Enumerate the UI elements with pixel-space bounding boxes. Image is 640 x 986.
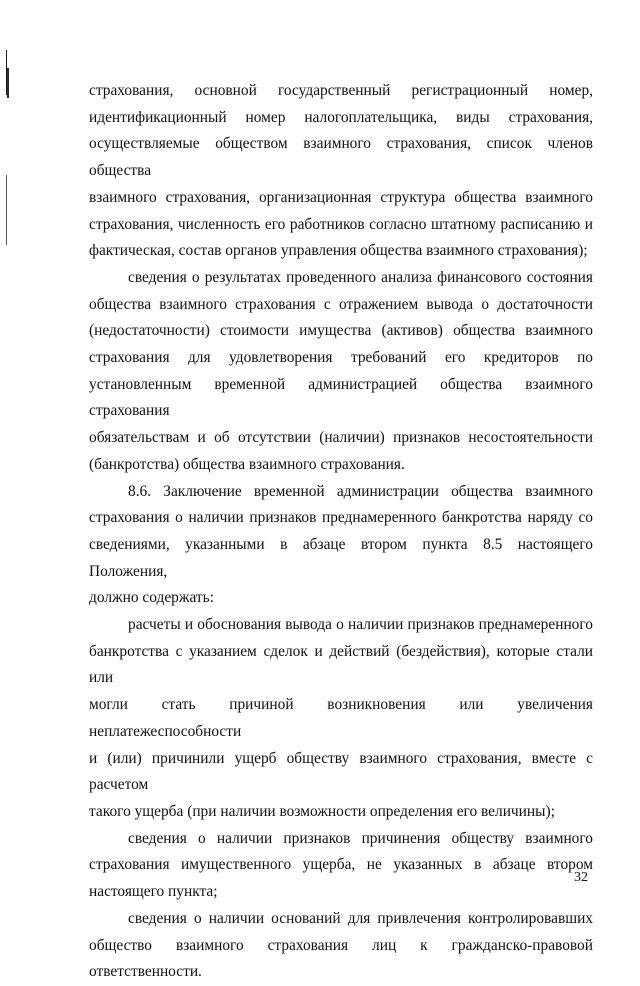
- text-line: сведения о наличии признаков причинения обществу взаимного: [128, 829, 593, 847]
- text-line: (недостаточности) стоимости имущества (активов) общества взаимного: [89, 322, 593, 340]
- text-line: должно содержать:: [89, 589, 214, 607]
- text-line: страхования, основной государственный регистрационный номер,: [89, 82, 593, 99]
- page-number: 32: [574, 870, 588, 885]
- text-line: 8.6. Заключение временной администрации общества взаимного: [128, 482, 593, 500]
- document-body: [89, 78, 593, 986]
- text-line: (банкротства) общества взаимного страхования.: [89, 455, 405, 473]
- text-line: сведениями, указанными в абзаце втором пункта 8.5 настоящего Положения,: [89, 535, 593, 580]
- text-line: банкротства с указанием сделок и действий (бездействия), которые стали или: [89, 642, 593, 687]
- text-line: обязательствам и об отсутствии (наличии) признаков несостоятельности: [89, 429, 593, 447]
- text-line: идентификационный номер налогоплательщика, виды страхования,: [89, 108, 593, 126]
- text-line: осуществляемые обществом взаимного страхования, список членов общества: [89, 135, 593, 180]
- text-line: фактическая, состав органов управления общества взаимного страхования);: [89, 242, 588, 260]
- scan-edge-mark: [6, 175, 7, 245]
- text-line: сведения о наличии оснований для привлечения контролировавших: [128, 909, 593, 927]
- text-line: расчеты и обоснования вывода о наличии признаков преднамеренного: [128, 616, 593, 634]
- text-line: могли стать причиной возникновения или увеличения неплатежеспособности: [89, 696, 593, 740]
- text-line: сведения о результатах проведенного анализа финансового состояния: [128, 268, 593, 286]
- text-line: общество взаимного страхования лиц к гражданско-правовой: [89, 936, 593, 954]
- text-line: страхования имущественного ущерба, не указанных в абзаце втором: [89, 856, 593, 874]
- scan-edge-mark: [7, 68, 9, 98]
- text-line: установленным временной администрацией общества взаимного страхования: [89, 375, 593, 420]
- text-line: ответственности.: [89, 963, 202, 981]
- text-line: общества взаимного страхования с отражением вывода о достаточности: [89, 295, 593, 313]
- text-line: страхования о наличии признаков преднамеренного банкротства наряду со: [89, 509, 593, 527]
- text-line: взаимного страхования, организационная структура общества взаимного: [89, 188, 593, 206]
- text-line: и (или) причинили ущерб обществу взаимного страхования, вместе с расчетом: [89, 749, 593, 794]
- text-line: такого ущерба (при наличии возможности определения его величины);: [89, 802, 555, 820]
- text-line: настоящего пункта;: [89, 883, 218, 901]
- text-line: страхования для удовлетворения требований его кредиторов по: [89, 349, 593, 367]
- paragraph: [89, 78, 593, 986]
- text-line: страхования, численность его работников согласно штатному расписанию и: [89, 215, 593, 233]
